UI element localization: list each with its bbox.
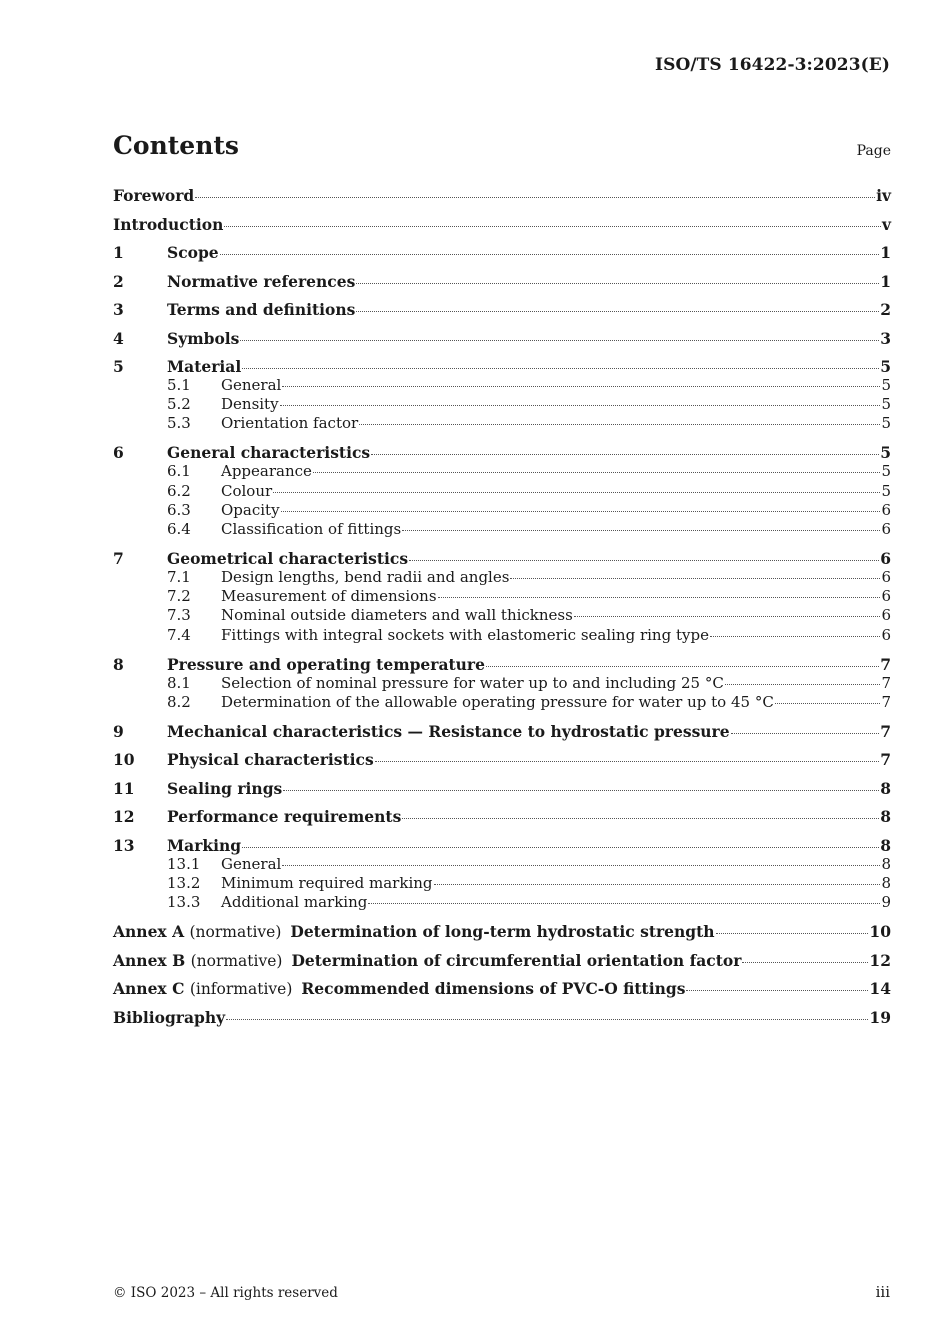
toc-page: 6 — [880, 548, 891, 568]
toc-page: 6 — [881, 519, 891, 538]
page-number: iii — [875, 1283, 890, 1301]
page-column-label: Page — [856, 143, 891, 159]
toc-title: Physical characteristics — [167, 750, 374, 770]
toc-title: General — [221, 376, 282, 394]
toc-title: Measurement of dimensions — [221, 587, 437, 606]
toc-title: Scope — [167, 243, 219, 262]
dot-leader — [240, 339, 879, 341]
toc-title: Marking — [167, 835, 242, 855]
toc-page: 7 — [880, 721, 891, 741]
toc-number: 8.2 — [167, 692, 191, 711]
toc-entry-5-2[interactable] — [113, 395, 891, 414]
dot-leader — [242, 846, 879, 848]
dot-leader — [356, 282, 879, 284]
toc-number: 8 — [113, 654, 124, 674]
toc-entry-annex-b[interactable] — [113, 950, 891, 979]
dot-leader — [371, 453, 879, 455]
toc-number: 13.3 — [167, 893, 201, 912]
toc-number: 5.2 — [167, 395, 191, 414]
dot-leader — [775, 702, 881, 704]
dot-leader — [710, 635, 881, 637]
dot-leader — [195, 196, 875, 198]
toc-title: Opacity — [221, 500, 280, 519]
annex-label: Annex B — [113, 950, 186, 970]
toc-number: 9 — [113, 721, 124, 741]
toc-page: 12 — [869, 950, 891, 970]
toc-number: 6.3 — [167, 500, 191, 519]
dot-leader — [273, 491, 880, 493]
toc-entry-bibliography[interactable] — [113, 1007, 891, 1036]
toc-entry-6-4[interactable] — [113, 520, 891, 548]
toc-title: Performance requirements — [167, 807, 402, 827]
toc-number: 6.1 — [167, 462, 191, 481]
toc-page: 1 — [880, 243, 891, 262]
toc-title: Material — [167, 357, 242, 376]
dot-leader — [402, 817, 879, 819]
toc-page: 8 — [880, 835, 891, 855]
toc-entry-6-1[interactable] — [113, 462, 891, 481]
toc-page: 7 — [880, 654, 891, 674]
toc-entry-6-2[interactable] — [113, 482, 891, 501]
toc-entry-foreword[interactable] — [113, 185, 891, 214]
toc-page: 10 — [869, 922, 891, 942]
dot-leader — [280, 404, 881, 406]
toc-page: 5 — [881, 395, 891, 414]
toc-entry-13-1[interactable] — [113, 855, 891, 874]
toc-page: 5 — [880, 443, 891, 463]
toc-page: 8 — [880, 778, 891, 798]
toc-title: Determination of long-term hydrostatic strength — [290, 922, 715, 942]
toc-number: 6 — [113, 443, 124, 463]
toc-title: Classification of fittings — [221, 519, 402, 538]
toc-entry-5-1[interactable] — [113, 376, 891, 395]
toc-page: 5 — [881, 462, 891, 481]
dot-leader — [242, 367, 879, 369]
dot-leader — [282, 864, 880, 866]
contents-title: Contents — [113, 131, 240, 160]
toc-title: Geometrical characteristics — [167, 548, 409, 568]
toc-number: 13.1 — [167, 854, 201, 873]
annex-type: (normative) — [190, 951, 283, 970]
toc-number: 2 — [113, 271, 124, 291]
toc-page: 5 — [880, 357, 891, 376]
dot-leader — [716, 932, 869, 934]
toc-entry-13-2[interactable] — [113, 874, 891, 893]
toc-entry-7-4[interactable] — [113, 626, 891, 654]
toc-entry-5[interactable] — [113, 356, 891, 376]
annex-label: Annex C — [113, 979, 185, 999]
toc-page: v — [881, 214, 891, 234]
annex-type: (informative) — [189, 980, 293, 999]
toc-page: 5 — [881, 414, 891, 433]
toc-title: Design lengths, bend radii and angles — [221, 567, 510, 586]
toc-page: 3 — [880, 328, 891, 348]
toc-entry-9[interactable] — [113, 721, 891, 750]
toc-page: 8 — [880, 807, 891, 827]
toc-entry-8-2[interactable] — [113, 693, 891, 721]
dot-leader — [434, 883, 881, 885]
toc-entry-13[interactable] — [113, 835, 891, 855]
toc-title: Fittings with integral sockets with elastomeric sealing ring type — [221, 625, 709, 644]
dot-leader — [686, 989, 868, 991]
contents-header — [113, 131, 891, 165]
table-of-contents — [113, 185, 891, 1035]
toc-title: Recommended dimensions of PVC-O fittings — [301, 979, 686, 999]
dot-leader — [402, 529, 880, 531]
toc-title: Sealing rings — [167, 778, 283, 798]
toc-page: 6 — [881, 567, 891, 586]
dot-leader — [282, 385, 880, 387]
toc-page: 8 — [881, 854, 891, 873]
toc-entry-8-1[interactable] — [113, 674, 891, 693]
toc-title: Pressure and operating temperature — [167, 654, 485, 674]
toc-entry-8[interactable] — [113, 654, 891, 674]
annex-label: Annex A — [113, 922, 185, 942]
dot-leader — [725, 683, 881, 685]
toc-title: Nominal outside diameters and wall thickness — [221, 606, 573, 625]
toc-number: 12 — [113, 807, 135, 827]
toc-entry-7-1[interactable] — [113, 568, 891, 587]
dot-leader — [438, 596, 881, 598]
toc-page: 8 — [881, 873, 891, 892]
toc-entry-6[interactable] — [113, 442, 891, 462]
toc-title: Colour — [221, 481, 273, 500]
dot-leader — [375, 760, 879, 762]
toc-page: 5 — [881, 376, 891, 394]
toc-title: Minimum required marking — [221, 873, 433, 892]
toc-number: 1 — [113, 243, 124, 262]
toc-page: 6 — [881, 625, 891, 644]
toc-page: 7 — [881, 692, 891, 711]
dot-leader — [224, 225, 881, 227]
toc-entry-1[interactable] — [113, 242, 891, 271]
toc-title: Introduction — [113, 214, 224, 234]
toc-entry-7-2[interactable] — [113, 587, 891, 606]
dot-leader — [359, 423, 880, 425]
toc-title: General — [221, 854, 282, 873]
toc-title: Determination of circumferential orientation factor — [291, 950, 742, 970]
toc-number: 7.4 — [167, 625, 191, 644]
toc-title: Selection of nominal pressure for water up to and including 25 °C — [221, 673, 724, 692]
dot-leader — [220, 253, 880, 255]
dot-leader — [356, 310, 879, 312]
toc-page: 6 — [881, 606, 891, 625]
toc-title: Mechanical characteristics — Resistance to hydrostatic pressure — [167, 721, 730, 741]
dot-leader — [510, 577, 880, 579]
toc-title: Additional marking — [221, 893, 368, 912]
toc-page: 2 — [880, 300, 891, 319]
toc-page: 9 — [881, 893, 891, 912]
toc-entry-12[interactable] — [113, 806, 891, 835]
toc-number: 5.1 — [167, 376, 191, 394]
dot-leader — [281, 510, 881, 512]
dot-leader — [226, 1018, 868, 1020]
toc-page: 7 — [881, 673, 891, 692]
toc-entry-3[interactable] — [113, 299, 891, 328]
toc-number: 6.4 — [167, 519, 191, 538]
toc-page: 6 — [881, 500, 891, 519]
toc-page: 14 — [869, 979, 891, 999]
toc-title: Symbols — [167, 328, 240, 348]
toc-number: 8.1 — [167, 673, 191, 692]
toc-title: Orientation factor — [221, 414, 359, 433]
toc-title: Normative references — [167, 271, 356, 291]
toc-title: Bibliography — [113, 1007, 226, 1027]
toc-entry-7-3[interactable] — [113, 606, 891, 625]
copyright-notice: © ISO 2023 – All rights reserved — [113, 1285, 338, 1301]
toc-number: 4 — [113, 328, 124, 348]
dot-leader — [283, 789, 879, 791]
dot-leader — [313, 471, 881, 473]
toc-page: iv — [876, 186, 891, 205]
toc-number: 7.3 — [167, 606, 191, 625]
toc-entry-annex-c[interactable] — [113, 978, 891, 1007]
toc-page: 5 — [881, 481, 891, 500]
toc-number: 10 — [113, 750, 135, 770]
toc-page: 19 — [869, 1007, 891, 1027]
toc-entry-13-3[interactable] — [113, 893, 891, 921]
annex-type: (normative) — [189, 923, 282, 942]
toc-title: General characteristics — [167, 443, 371, 463]
toc-number: 6.2 — [167, 481, 191, 500]
toc-entry-annex-a[interactable] — [113, 921, 891, 950]
toc-entry-5-3[interactable] — [113, 414, 891, 442]
toc-entry-6-3[interactable] — [113, 501, 891, 520]
dot-leader — [409, 559, 879, 561]
toc-title: Density — [221, 395, 279, 414]
dot-leader — [742, 961, 868, 963]
toc-number: 3 — [113, 300, 124, 319]
toc-number: 5 — [113, 357, 124, 376]
dot-leader — [368, 902, 880, 904]
toc-title: Determination of the allowable operating pressure for water up to 45 °C — [221, 692, 774, 711]
toc-number: 11 — [113, 778, 135, 798]
toc-title: Foreword — [113, 186, 195, 205]
toc-page: 1 — [880, 271, 891, 291]
toc-number: 7.2 — [167, 587, 191, 606]
toc-entry-introduction[interactable] — [113, 214, 891, 243]
toc-title: Appearance — [221, 462, 312, 481]
toc-entry-10[interactable] — [113, 749, 891, 778]
toc-page: 7 — [880, 750, 891, 770]
dot-leader — [574, 615, 881, 617]
toc-entry-2[interactable] — [113, 271, 891, 300]
dot-leader — [731, 732, 880, 734]
toc-number: 7 — [113, 548, 124, 568]
toc-number: 5.3 — [167, 414, 191, 433]
dot-leader — [486, 665, 879, 667]
toc-entry-11[interactable] — [113, 778, 891, 807]
toc-number: 13.2 — [167, 873, 201, 892]
toc-number: 7.1 — [167, 567, 191, 586]
toc-entry-7[interactable] — [113, 548, 891, 568]
toc-title: Terms and definitions — [167, 300, 356, 319]
toc-number: 13 — [113, 835, 135, 855]
toc-entry-4[interactable] — [113, 328, 891, 357]
document-identifier: ISO/TS 16422-3:2023(E) — [655, 55, 890, 75]
toc-page: 6 — [881, 587, 891, 606]
